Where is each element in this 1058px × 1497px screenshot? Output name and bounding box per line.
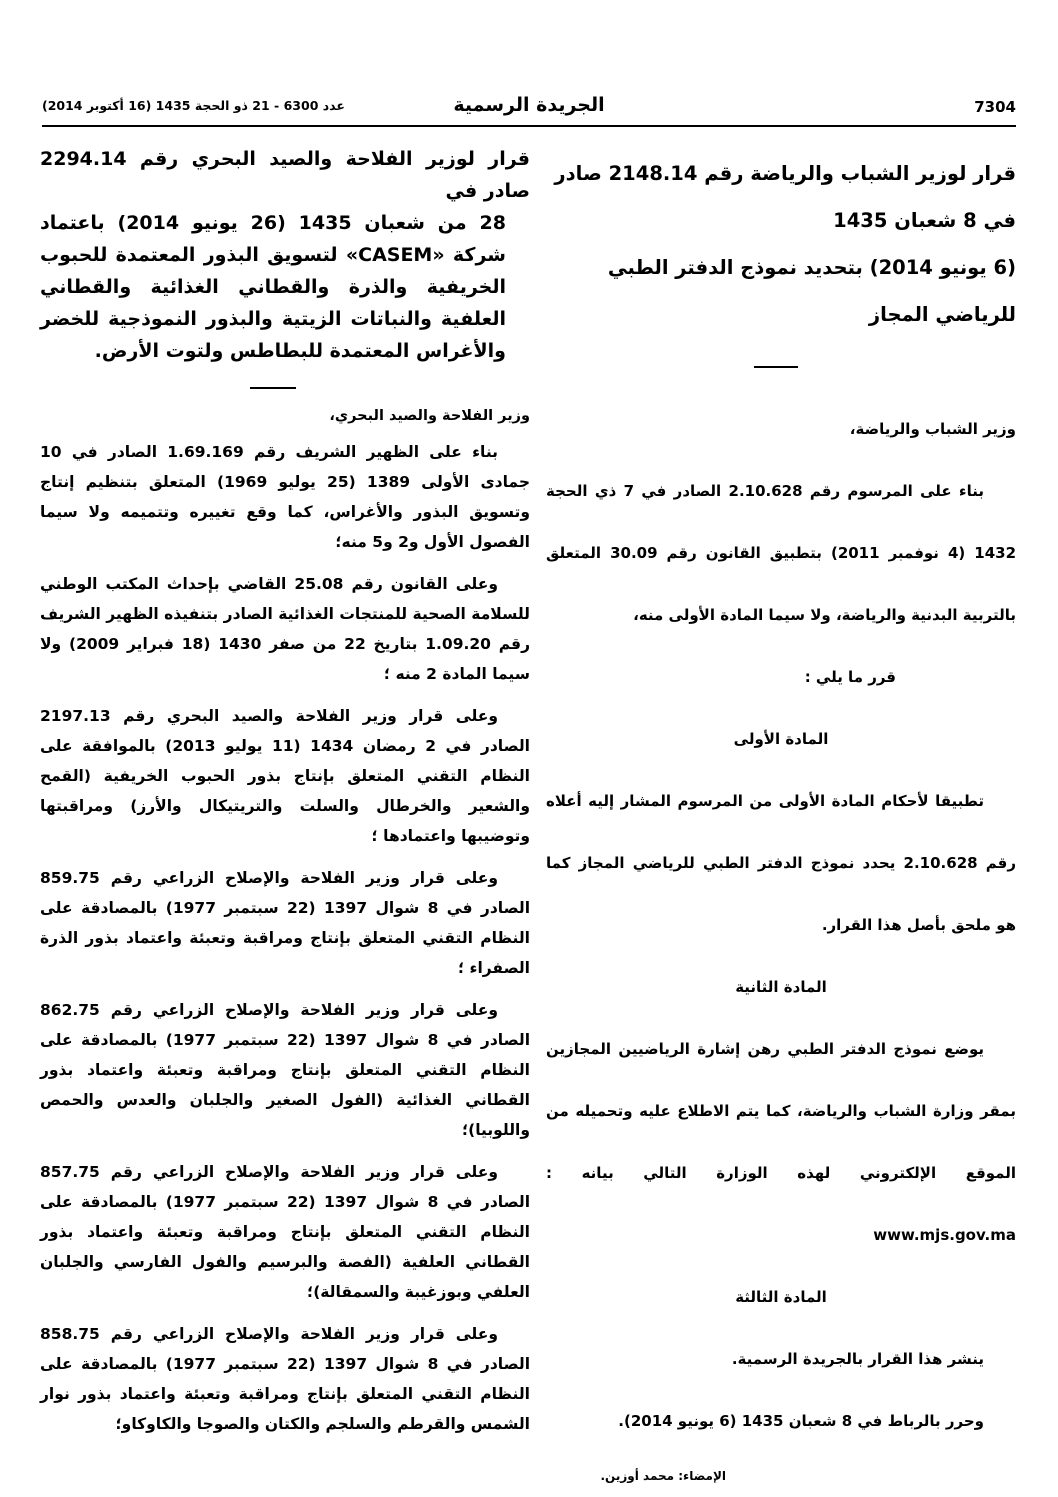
decree-title-line: (6 يونيو 2014) بتحديد نموذج الدفتر الطبي للرياضي المجاز xyxy=(607,256,1016,326)
minister-line: وزير الشباب والرياضة، xyxy=(849,420,1016,438)
page-number: 7304 xyxy=(974,98,1016,116)
page-header xyxy=(42,94,1016,126)
article-heading: المادة الأولى xyxy=(733,730,829,748)
right-column xyxy=(546,150,1016,1486)
left-column xyxy=(40,143,530,1451)
decree-title-line: قرار لوزير الشباب والرياضة رقم 2148.14 صادر في 8 شعبان 1435 xyxy=(554,162,1016,232)
title-divider xyxy=(250,387,296,389)
preamble-paragraph: وعلى قرار وزير الفلاحة والإصلاح الزراعي رقم 858.75 الصادر في 8 شوال 1397 (22 سبتمبر 1977) بالمصادقة على النظام التقني المتعلق بإنتاج ومراقبة وتعبئة واعتماد بذور نوار الشمس والقرطم والسلجم والكتان والصوجا والكاوكاو؛ xyxy=(40,1325,531,1433)
decree-title-first-line: قرار لوزير الفلاحة والصيد البحري رقم 2294.14 صادر في xyxy=(40,148,530,202)
preamble-paragraph: وعلى قرار وزير الفلاحة والإصلاح الزراعي رقم 857.75 الصادر في 8 شوال 1397 (22 سبتمبر 1977) بالمصادقة على النظام التقني المتعلق بإنتاج ومراقبة وتعبئة واعتماد بذور القطاني العلفية (الفصة والبرسيم والفول الفارسي والجلبان العلفي وبوزغيبة والسمقالة)؛ xyxy=(40,1163,531,1301)
journal-name: الجريدة الرسمية xyxy=(453,94,605,116)
preamble-paragraph: وعلى قرار وزير الفلاحة والصيد البحري رقم 2197.13 الصادر في 2 رمضان 1434 (11 يوليو 2013) بالموافقة على النظام التقني المتعلق بإنتاج بذور الحبوب الخريفية (القمح والشعير والخرطال والسلت والتريتيكال والأرز) ومراقبتها وتوضيبها واعتمادها ؛ xyxy=(40,707,530,845)
decides-line: قرر ما يلي : xyxy=(804,668,896,686)
preamble-paragraph: وعلى قرار وزير الفلاحة والإصلاح الزراعي رقم 859.75 الصادر في 8 شوال 1397 (22 سبتمبر 1977) بالمصادقة على النظام التقني المتعلق بإنتاج ومراقبة وتعبئة واعتماد بذور الذرة الصفراء ؛ xyxy=(40,869,531,977)
preamble-paragraph: بناء على الظهير الشريف رقم 1.69.169 الصادر في 10 جمادى الأولى 1389 (25 يوليو 1969) المتعلق بتنظيم إنتاج وتسويق البذور والأغراس، كما وقع تغييره وتتميمه ولا سيما الفصول الأول و2 و5 منه؛ xyxy=(40,443,530,551)
decree-title-rest: 28 من شعبان 1435 (26 يونيو 2014) باعتماد شركة «CASEM» لتسويق البذور المعتمدة للحبوب الخريفية والذرة والقطاني الغذائية والقطاني العلفية والنباتات الزيتية والبذور النموذجية للخضر والأغراس المعتمدة للبطاطس ولتوت الأرض. xyxy=(40,212,506,362)
minister-line: وزير الفلاحة والصيد البحري، xyxy=(329,408,530,424)
title-divider xyxy=(754,366,798,368)
preamble-paragraph: وعلى قرار وزير الفلاحة والإصلاح الزراعي رقم 862.75 الصادر في 8 شوال 1397 (22 سبتمبر 1977) بالمصادقة على النظام التقني المتعلق بإنتاج ومراقبة وتعبئة واعتماد بذور القطاني الغذائية (الفول الصغير والجلبان والعدس والحمص واللوبيا)؛ xyxy=(40,1001,531,1139)
signature-line: الإمضاء: محمد أوزين. xyxy=(600,1469,726,1483)
preamble-paragraph: وعلى القانون رقم 25.08 القاضي بإحداث المكتب الوطني للسلامة الصحية للمنتجات الغذائية الصادر بتنفيذه الظهير الشريف رقم 1.09.20 بتاريخ 22 من صفر 1430 (18 فبراير 2009) ولا سيما المادة 2 منه ؛ xyxy=(40,575,530,683)
article-heading: المادة الثانية xyxy=(735,978,827,996)
preamble-paragraph: بناء على المرسوم رقم 2.10.628 الصادر في 7 ذي الحجة 1432 (4 نوفمبر 2011) بتطبيق القانون رقم 30.09 المتعلق بالتربية البدنية والرياضة، ولا سيما المادة الأولى منه، xyxy=(546,482,1017,624)
issue-info: عدد 6300 - 21 ذو الحجة 1435 (16 أكتوبر 2014) xyxy=(42,98,345,113)
decree-title xyxy=(40,143,530,367)
article-text: ينشر هذا القرار بالجريدة الرسمية. xyxy=(731,1350,984,1368)
done-at-line: وحرر بالرباط في 8 شعبان 1435 (6 يونيو 2014). xyxy=(618,1412,984,1430)
article-heading: المادة الثالثة xyxy=(735,1288,827,1306)
article-text: تطبيقا لأحكام المادة الأولى من المرسوم المشار إليه أعلاه رقم 2.10.628 يحدد نموذج الدفتر الطبي للرياضي المجاز كما هو ملحق بأصل هذا القرار. xyxy=(546,792,1016,934)
header-rule xyxy=(42,125,1016,127)
article-text: يوضع نموذج الدفتر الطبي رهن إشارة الرياضيين المجازين بمقر وزارة الشباب والرياضة، كما يتم الاطلاع عليه وتحميله من الموقع الإلكتروني لهذه الوزارة التالي بيانه : www.mjs.gov.ma xyxy=(546,1040,1016,1244)
